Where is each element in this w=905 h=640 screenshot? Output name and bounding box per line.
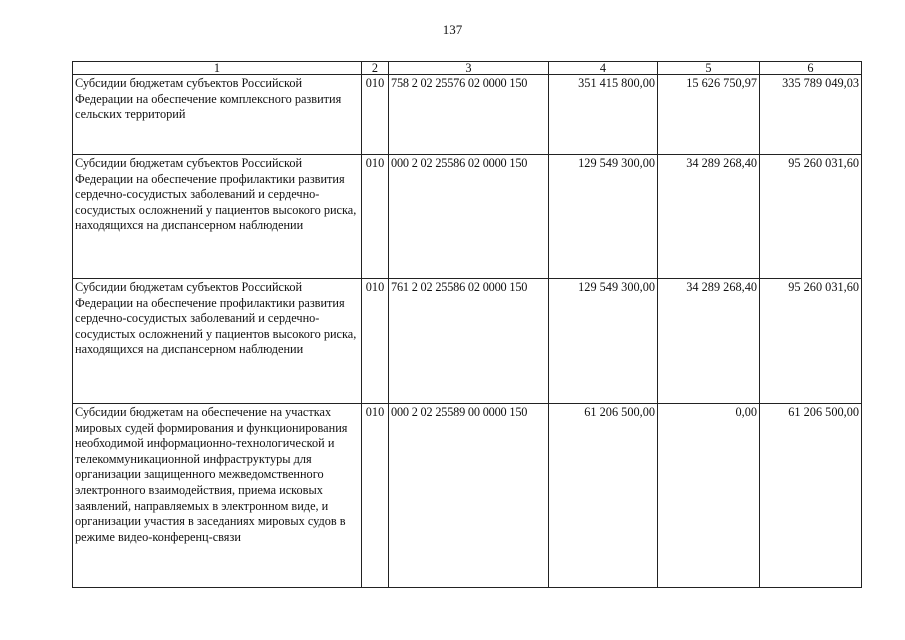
row-code-cell: 010 bbox=[362, 75, 389, 155]
column-header-1: 1 bbox=[73, 62, 362, 75]
column-header-4: 4 bbox=[549, 62, 658, 75]
column-header-2: 2 bbox=[362, 62, 389, 75]
row-name-cell: Субсидии бюджетам субъектов Российской Федерации на обеспечение комплексного развития сельских территорий bbox=[73, 75, 362, 155]
row-name-cell: Субсидии бюджетам на обеспечение на участках мировых судей формирования и функционирования необходимой информационно-технологической и телекоммуникационной инфраструктуры для организации защищенного межведомственного электронного взаимодействия, приема исковых заявлений, направляемых в электронном виде, и организации участия в заседаниях мировых судов в режиме видео-конференц-связи bbox=[73, 404, 362, 588]
row-col5-cell: 0,00 bbox=[658, 404, 760, 588]
budget-table bbox=[72, 61, 862, 588]
row-name-cell: Субсидии бюджетам субъектов Российской Федерации на обеспечение профилактики развития сердечно-сосудистых заболеваний и сердечно-сосудистых осложнений у пациентов высокого риска, находящихся на диспансерном наблюдении bbox=[73, 279, 362, 404]
row-col4-cell: 61 206 500,00 bbox=[549, 404, 658, 588]
table-row bbox=[73, 279, 862, 404]
table-row bbox=[73, 155, 862, 279]
row-kbk-cell: 000 2 02 25586 02 0000 150 bbox=[389, 155, 549, 279]
page-number: 137 bbox=[442, 22, 463, 37]
row-kbk-cell: 761 2 02 25586 02 0000 150 bbox=[389, 279, 549, 404]
row-col6-cell: 95 260 031,60 bbox=[760, 279, 862, 404]
row-code-cell: 010 bbox=[362, 404, 389, 588]
row-code-cell: 010 bbox=[362, 279, 389, 404]
row-kbk-cell: 000 2 02 25589 00 0000 150 bbox=[389, 404, 549, 588]
row-col5-cell: 15 626 750,97 bbox=[658, 75, 760, 155]
column-header-5: 5 bbox=[658, 62, 760, 75]
row-col6-cell: 61 206 500,00 bbox=[760, 404, 862, 588]
table-row bbox=[73, 75, 862, 155]
row-col5-cell: 34 289 268,40 bbox=[658, 155, 760, 279]
row-col4-cell: 129 549 300,00 bbox=[549, 279, 658, 404]
row-code-cell: 010 bbox=[362, 155, 389, 279]
row-col6-cell: 95 260 031,60 bbox=[760, 155, 862, 279]
row-col5-cell: 34 289 268,40 bbox=[658, 279, 760, 404]
row-col4-cell: 129 549 300,00 bbox=[549, 155, 658, 279]
row-col4-cell: 351 415 800,00 bbox=[549, 75, 658, 155]
table-row bbox=[73, 404, 862, 588]
column-header-6: 6 bbox=[760, 62, 862, 75]
column-header-3: 3 bbox=[389, 62, 549, 75]
row-kbk-cell: 758 2 02 25576 02 0000 150 bbox=[389, 75, 549, 155]
row-name-cell: Субсидии бюджетам субъектов Российской Федерации на обеспечение профилактики развития сердечно-сосудистых заболеваний и сердечно-сосудистых осложнений у пациентов высокого риска, находящихся на диспансерном наблюдении bbox=[73, 155, 362, 279]
row-col6-cell: 335 789 049,03 bbox=[760, 75, 862, 155]
table-header-row bbox=[73, 62, 862, 75]
